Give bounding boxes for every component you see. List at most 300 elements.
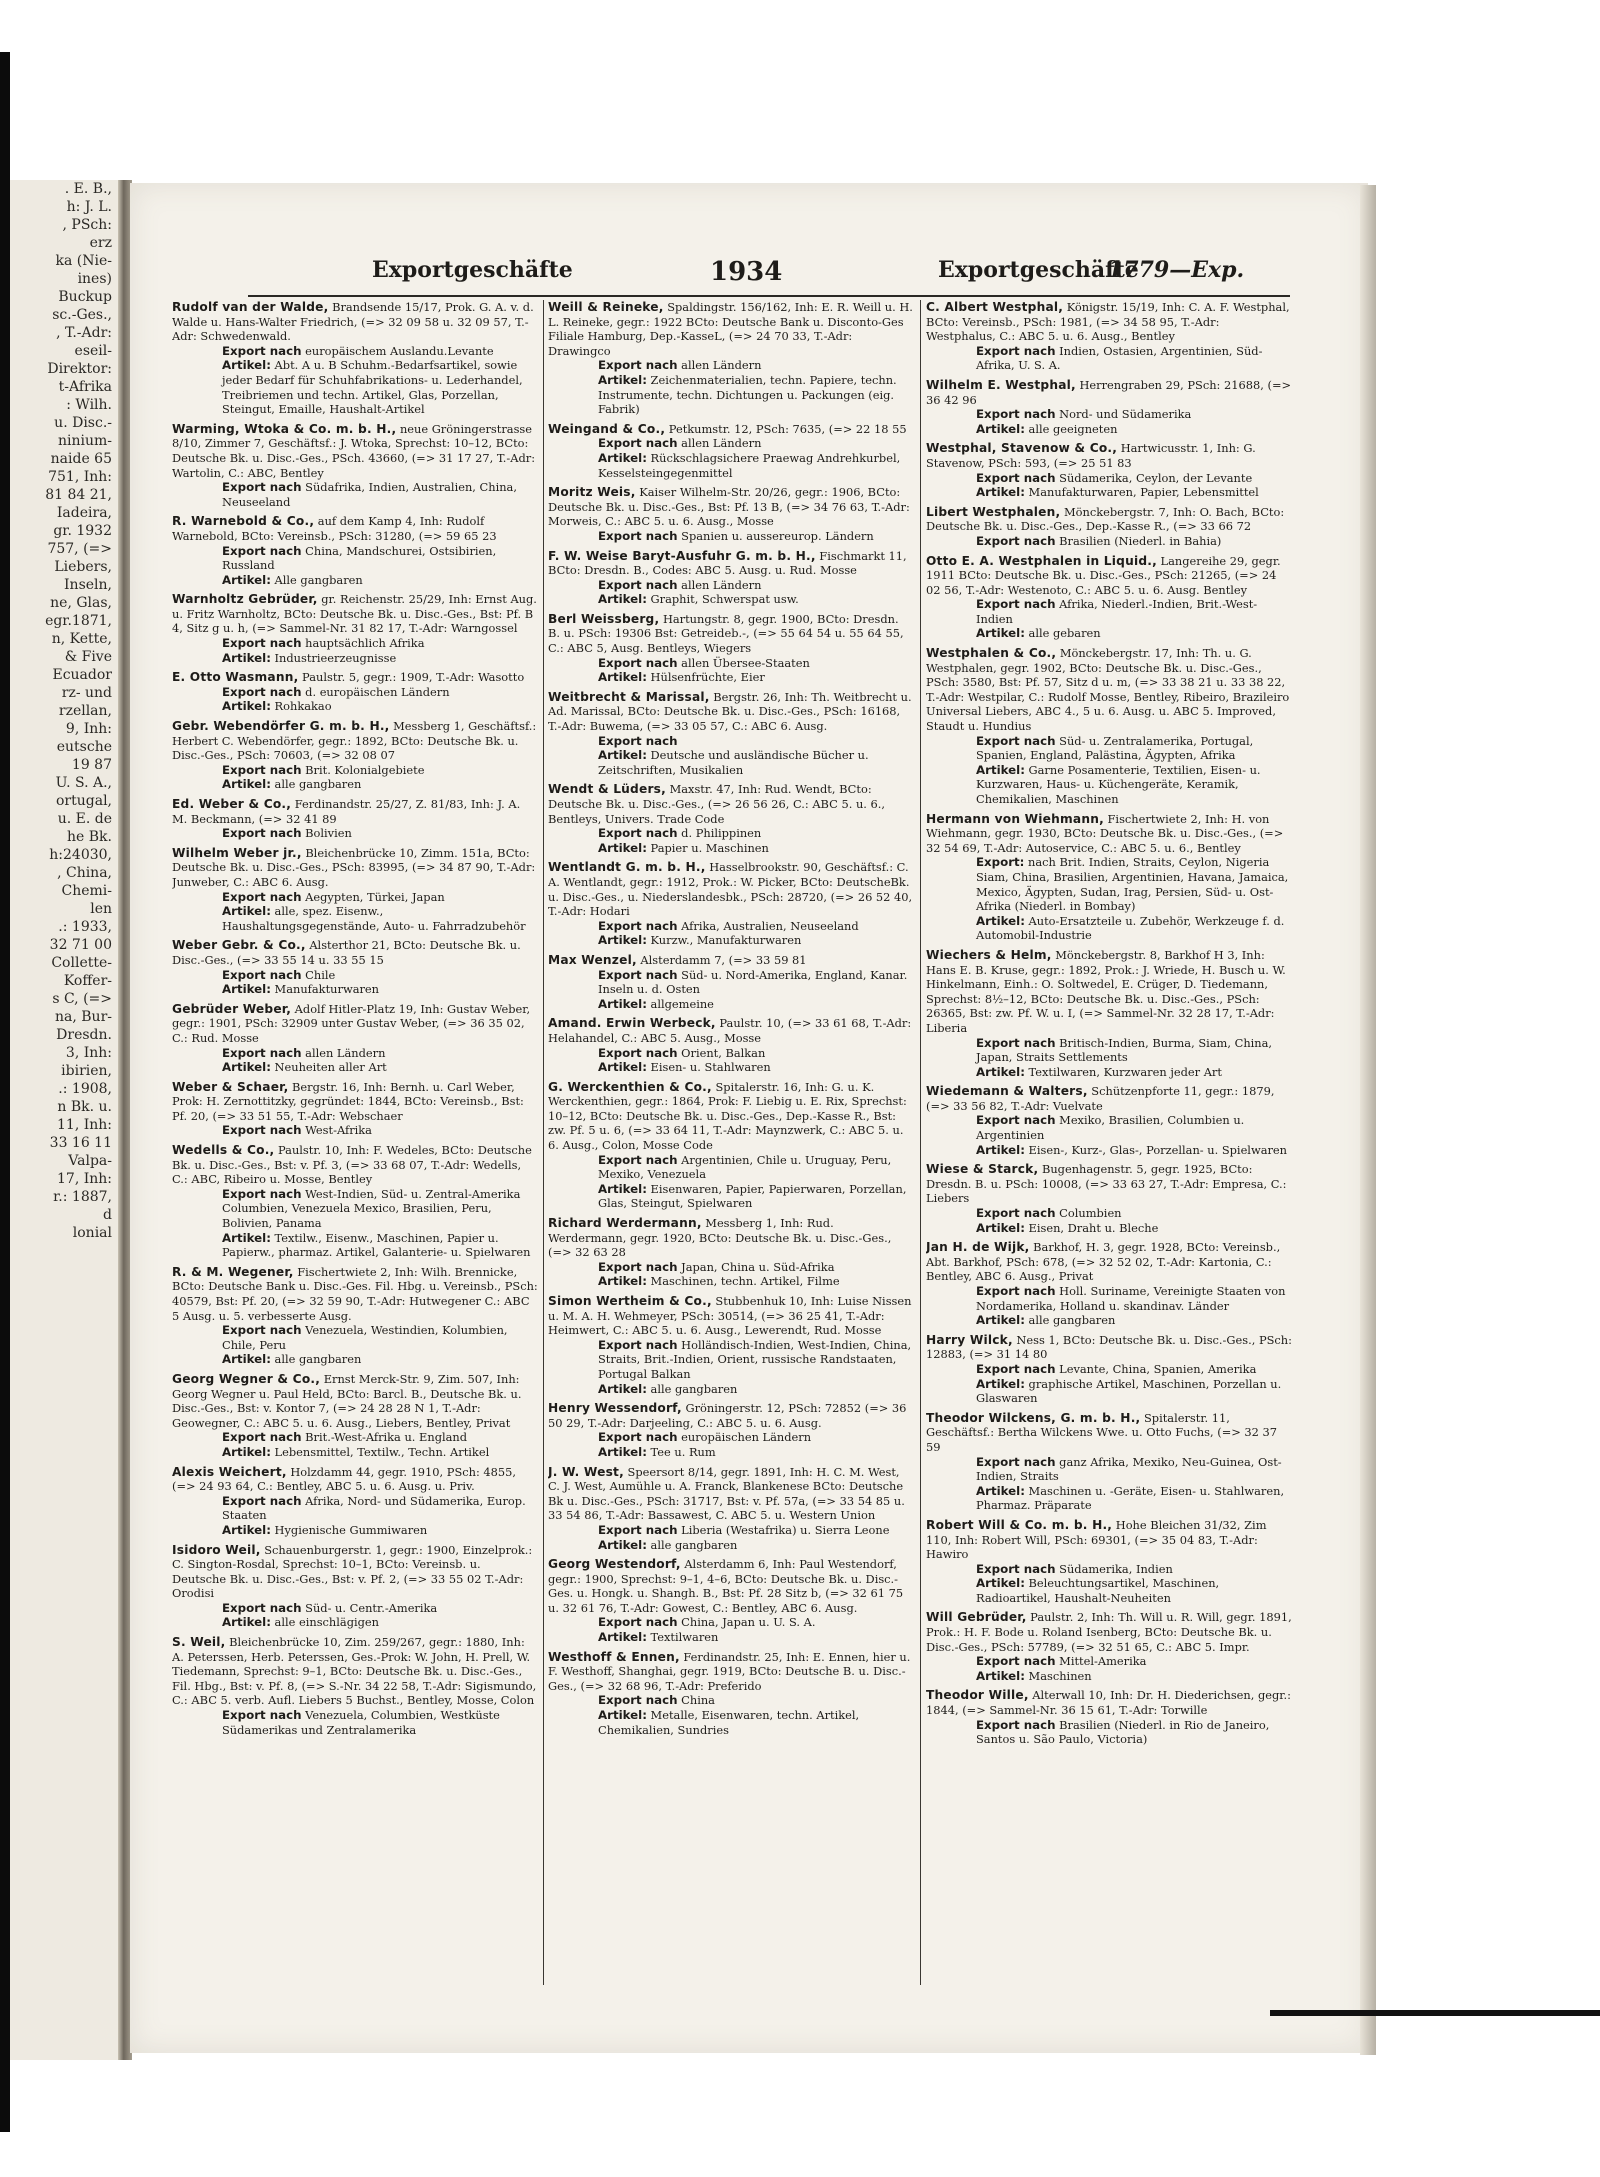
left-page-text-fragment: r.: 1887, bbox=[53, 1189, 112, 1205]
left-page-text-fragment: eseil- bbox=[74, 343, 112, 359]
company-name: F. W. Weise Baryt-Ausfuhr G. m. b. H., bbox=[548, 548, 816, 563]
left-page-fragment bbox=[10, 180, 120, 2060]
company-name: R. & M. Wegener, bbox=[172, 1264, 294, 1279]
company-details: Paulstr. 5, gegr.: 1909, T.-Adr: Wasotto bbox=[302, 670, 525, 685]
company-name: Wedells & Co., bbox=[172, 1143, 275, 1158]
company-details: Mönckebergstr. 7, Inh: O. Bach, BCto: Deutsche Bk. u. Disc.-Ges., Dep.-Kasse R., (=> 33 66 72 bbox=[926, 504, 1285, 534]
detail-label: Export nach bbox=[222, 762, 302, 777]
entry-detail-line bbox=[976, 344, 1292, 373]
entry-detail-line bbox=[598, 578, 914, 593]
left-page-text-fragment: 3, Inh: bbox=[65, 1045, 112, 1061]
company-name: Libert Westphalen, bbox=[926, 504, 1061, 519]
detail-value: nach Brit. Indien, Straits, Ceylon, Nigeria Siam, China, Brasilien, Argentinien, Havana, Jamaica, Mexico, Ägypten, Sudan, Irag, Persien, Süd- u. Ost-Afrika (Niederl. in Bombay) bbox=[976, 855, 1289, 914]
detail-label: Export nach bbox=[598, 1693, 678, 1708]
left-page-text-fragment: ines) bbox=[77, 271, 112, 287]
directory-entry bbox=[548, 300, 914, 417]
detail-value: Deutsche und ausländische Bücher u. Zeitschriften, Musikalien bbox=[598, 748, 869, 777]
company-name: Georg Westendorf, bbox=[548, 1557, 681, 1572]
detail-label: Artikel: bbox=[976, 762, 1025, 777]
company-details: auf dem Kamp 4, Inh: Rudolf Warnebold, BCto: Vereinsb., PSch: 31280, (=> 59 65 23 bbox=[172, 514, 497, 543]
detail-label: Export nach bbox=[598, 826, 678, 841]
entry-detail-line bbox=[976, 1484, 1292, 1513]
detail-value: alle gangbaren bbox=[650, 1537, 738, 1552]
company-details: Messberg 1, Geschäftsf.: Herbert C. Webendörfer, gegr.: 1892, BCto: Deutsche Bk. u. Disc.-Ges., PSch: 70603, (=> 32 08 07 bbox=[172, 719, 537, 763]
directory-entry bbox=[172, 592, 538, 665]
company-details: Alsterdamm 6, Inh: Paul Westendorf, gegr.: 1900, Sprechst: 9–1, 4–6, BCto: Deutsche Bk. u. Disc.-Ges. u. Hongk. u. Shangh. B., Bst: Pf. 28 Sitz b, (=> 32 61 75 u. 32 61 76, T.-Adr: Gowest, C.: Bentley, ABC 6. Ausg. bbox=[548, 1557, 904, 1615]
company-name: Gebr. Webendörfer G. m. b. H., bbox=[172, 719, 390, 734]
left-page-text-fragment: 751, Inh: bbox=[48, 469, 112, 485]
detail-value: Brasilien (Niederl. in Rio de Janeiro, Santos u. São Paulo, Victoria) bbox=[976, 1717, 1270, 1747]
entry-detail-line bbox=[222, 1046, 538, 1061]
left-page-text-fragment: Valpa- bbox=[68, 1153, 112, 1169]
detail-value: Südafrika, Indien, Australien, China, Neuseeland bbox=[222, 480, 517, 509]
detail-label: Export nach bbox=[222, 543, 302, 558]
directory-entry bbox=[548, 1401, 914, 1459]
company-details: Bergstr. 26, Inh: Th. Weitbrecht u. Ad. Marissal, BCto: Deutsche Bk. u. Disc.-Ges., PSch: 16168, T.-Adr: Buwema, (=> 33 05 57, C.: ABC 6. Ausg. bbox=[548, 689, 912, 734]
company-details: Bleichenbrücke 10, Zimm. 151a, BCto: Deutsche Bk. u. Disc.-Ges., PSch: 83995, (=> 34 87 90, T.-Adr: Junweber, C.: ABC 6. Ausg. bbox=[172, 845, 536, 889]
company-details: Hasselbrookstr. 90, Geschäftsf.: C. A. Wentlandt, gegr.: 1912, Prok.: W. Picker, BCto: DeutscheBk. u. Disc.-Ges., u. Niederslandesbk., PSch: 28720, (=> 26 52 40, T.-Adr: Hodari bbox=[548, 860, 913, 919]
company-name: S. Weil, bbox=[172, 1635, 226, 1650]
company-name: Westhoff & Ennen, bbox=[548, 1649, 680, 1664]
company-details: Schützenpforte 11, gegr.: 1879, (=> 33 56 82, T.-Adr: Vuelvate bbox=[926, 1084, 1275, 1113]
header-left-title: Exportgeschäfte bbox=[372, 257, 573, 283]
directory-entry bbox=[926, 554, 1292, 642]
company-name: C. Albert Westphal, bbox=[926, 300, 1064, 314]
directory-entry bbox=[172, 1372, 538, 1460]
left-page-text-fragment: lonial bbox=[72, 1225, 112, 1241]
detail-label: Export nach bbox=[222, 826, 302, 841]
left-page-text-fragment: 19 87 bbox=[71, 757, 112, 773]
entry-detail-line bbox=[598, 1445, 914, 1460]
detail-value: alle gangbaren bbox=[274, 1352, 362, 1367]
detail-value: Lebensmittel, Textilw., Techn. Artikel bbox=[274, 1444, 490, 1459]
detail-label: Export nach bbox=[598, 1259, 678, 1274]
detail-value: Auto-Ersatzteile u. Zubehör, Werkzeuge f. d. Automobil-Industrie bbox=[976, 913, 1285, 943]
directory-entry bbox=[548, 549, 914, 607]
detail-value: Tee u. Rum bbox=[650, 1444, 716, 1459]
entry-detail-line bbox=[976, 734, 1292, 763]
directory-entry bbox=[926, 812, 1292, 943]
detail-value: Süd- u. Nord-Amerika, England, Kanar. Inseln u. d. Osten bbox=[598, 967, 908, 997]
left-page-text-fragment: , T.-Adr: bbox=[56, 325, 112, 341]
entry-detail-line bbox=[598, 1382, 914, 1397]
entry-detail-line bbox=[222, 685, 538, 700]
detail-value: Papier u. Maschinen bbox=[650, 840, 769, 855]
directory-entry bbox=[172, 1465, 538, 1538]
detail-label: Artikel: bbox=[598, 1274, 647, 1289]
detail-label: Artikel: bbox=[976, 1220, 1025, 1235]
left-page-text-fragment: ninium- bbox=[57, 433, 112, 449]
header-year: 1934 bbox=[710, 257, 783, 287]
detail-value: Hülsenfrüchte, Eier bbox=[650, 670, 765, 685]
company-name: Theodor Wille, bbox=[926, 1688, 1029, 1703]
directory-entry bbox=[926, 1084, 1292, 1157]
entry-detail-line bbox=[598, 919, 914, 934]
directory-entry bbox=[548, 1216, 914, 1289]
entry-detail-line bbox=[222, 1352, 538, 1367]
company-name: E. Otto Wasmann, bbox=[172, 670, 299, 685]
detail-label: Export nach bbox=[222, 684, 302, 699]
company-name: Wendt & Lüders, bbox=[548, 782, 666, 797]
detail-value: Textilwaren bbox=[650, 1630, 719, 1645]
company-details: Hartwicusstr. 1, Inh: G. Stavenow, PSch: 593, (=> 25 51 83 bbox=[926, 441, 1256, 470]
entry-detail-line bbox=[598, 968, 914, 997]
company-name: Otto E. A. Westphalen in Liquid., bbox=[926, 553, 1157, 568]
left-page-text-fragment: na, Bur- bbox=[55, 1009, 112, 1025]
detail-value: Holländisch-Indien, West-Indien, China, Straits, Brit.-Indien, Orient, russische Randstaaten, Portugal Balkan bbox=[598, 1337, 912, 1381]
directory-entry bbox=[548, 1016, 914, 1074]
detail-value: europäischem Auslandu.Levante bbox=[305, 343, 494, 358]
company-details: Messberg 1, Inh: Rud. Werdermann, gegr. 1920, BCto: Deutsche Bk. u. Disc.-Ges., (=> 32 63 28 bbox=[548, 1216, 892, 1260]
detail-value: Hygienische Gummiwaren bbox=[274, 1522, 428, 1537]
detail-value: Columbien bbox=[1059, 1206, 1122, 1221]
entry-detail-line bbox=[598, 748, 914, 777]
company-name: Will Gebrüder, bbox=[926, 1610, 1027, 1625]
directory-entry bbox=[548, 860, 914, 948]
company-name: Theodor Wilckens, G. m. b. H., bbox=[926, 1410, 1141, 1425]
entry-detail-line bbox=[598, 1630, 914, 1645]
left-page-text-fragment: len bbox=[90, 901, 112, 917]
directory-entry bbox=[172, 1002, 538, 1075]
company-name: Gebrüder Weber, bbox=[172, 1001, 292, 1016]
detail-label: Artikel: bbox=[976, 485, 1025, 500]
detail-value: Kurzw., Manufakturwaren bbox=[650, 933, 802, 948]
company-details: Speersort 8/14, gegr. 1891, Inh: H. C. M. West, C. J. West, Aumühle u. A. Franck, Blankenese BCto: Deutsche Bk u. Disc.-Ges., PSch: 31717, Bst: v. Pf. 57a, (=> 33 54 85 u. 33 54 86, T.-Adr: Bassawest, C. ABC 5. u. Western Union bbox=[548, 1464, 905, 1523]
left-page-text-fragment: t-Afrika bbox=[58, 379, 112, 395]
detail-label: Artikel: bbox=[598, 1708, 647, 1723]
directory-entry bbox=[172, 846, 538, 934]
directory-entry bbox=[172, 422, 538, 510]
left-page-text-fragment: , China, bbox=[57, 865, 112, 881]
company-details: neue Gröningerstrasse 8/10, Zimmer 7, Geschäftsf.: J. Wtoka, Sprechst: 10–12, BCto: Deutsche Bk. u. Disc.-Ges., PSch. 43660, (=> 31 17 27, T.-Adr: Wartolin, C.: ABC, Bentley bbox=[172, 421, 536, 480]
entry-detail-line bbox=[976, 471, 1292, 486]
company-details: Ernst Merck-Str. 9, Zim. 507, Inh: Georg Wegner u. Paul Held, BCto: Barcl. B., Deutsche Bk. u. Disc.-Ges., Bst: v. Kontor 7, (=> 24 28 28 N 1, T.-Adr: Geowegner, C.: ABC 5. u. 6. Ausg., Liebers, Bentley, Privat bbox=[172, 1371, 522, 1430]
detail-label: Export nach bbox=[976, 343, 1056, 358]
left-page-text-fragment: & Five bbox=[64, 649, 112, 665]
detail-label: Artikel: bbox=[598, 592, 647, 607]
entry-detail-line bbox=[222, 1615, 538, 1630]
detail-label: Export nach bbox=[598, 436, 678, 451]
company-name: Weill & Reineke, bbox=[548, 300, 664, 314]
company-name: Georg Wegner & Co., bbox=[172, 1371, 321, 1386]
detail-label: Artikel: bbox=[598, 450, 647, 465]
directory-entry bbox=[926, 1333, 1292, 1406]
company-name: Wiedemann & Walters, bbox=[926, 1084, 1088, 1099]
entry-detail-line bbox=[976, 1313, 1292, 1328]
detail-label: Export: bbox=[976, 855, 1025, 870]
left-page-text-fragment: Dresdn. bbox=[56, 1027, 112, 1043]
detail-label: Artikel: bbox=[598, 1381, 647, 1396]
company-details: Herrengraben 29, PSch: 21688, (=> 36 42 96 bbox=[926, 377, 1292, 407]
directory-column-2 bbox=[548, 300, 914, 1990]
directory-entry bbox=[548, 1294, 914, 1396]
company-name: Westphal, Stavenow & Co., bbox=[926, 441, 1118, 456]
detail-label: Artikel: bbox=[222, 1352, 271, 1367]
detail-value: Zeichenmaterialien, techn. Papiere, techn. Instrumente, techn. Dichtungen u. Packungen (eig. Fabrik) bbox=[598, 372, 897, 417]
left-page-text-fragment: .: 1933, bbox=[58, 919, 112, 935]
entry-detail-line bbox=[976, 1654, 1292, 1669]
company-name: Robert Will & Co. m. b. H., bbox=[926, 1517, 1113, 1532]
entry-detail-line bbox=[598, 826, 914, 841]
directory-column-3 bbox=[926, 300, 1292, 1990]
detail-label: Export nach bbox=[598, 1152, 678, 1167]
detail-label: Export nach bbox=[976, 1284, 1056, 1298]
left-page-text-fragment: egr.1871, bbox=[45, 613, 112, 629]
detail-value: allen Ländern bbox=[681, 436, 762, 451]
detail-label: Artikel: bbox=[222, 1230, 271, 1245]
entry-detail-line bbox=[222, 1494, 538, 1523]
company-details: Mönckebergstr. 8, Barkhof H 3, Inh: Hans E. B. Kruse, gegr.: 1892, Prok.: J. Wriede, H. Busch u. W. Hinkelmann, Einh.: O. Soltwedel, E. Crüger, D. Tiedemann, Sprechst: 8½–12, BCto: Deutsche Bk. u. Disc.-Ges., PSch: 26365, Bst: zw. Pf. W. u. I, (=> Sammel-Nr. 32 28 17, T.-Adr: Liberia bbox=[926, 947, 1286, 1035]
detail-label: Artikel: bbox=[222, 1615, 271, 1630]
company-name: Weber Gebr. & Co., bbox=[172, 938, 306, 953]
detail-label: Export nach bbox=[976, 1113, 1056, 1128]
detail-label: Artikel: bbox=[976, 913, 1025, 928]
entry-detail-line bbox=[598, 1338, 914, 1382]
company-name: Henry Wessendorf, bbox=[548, 1401, 682, 1416]
company-details: Spaldingstr. 156/162, Inh: E. R. Weill u. H. L. Reineke, gegr.: 1922 BCto: Deutsche Bank u. Disconto-Ges Filiale Hamburg, Dep.-KasseL, (=> 24 70 33, T.-Adr: Drawingco bbox=[548, 300, 913, 358]
directory-entry bbox=[926, 1240, 1292, 1328]
left-page-text-fragment: ortugal, bbox=[56, 793, 112, 809]
detail-label: Artikel: bbox=[222, 982, 271, 997]
detail-label: Artikel: bbox=[222, 1522, 271, 1537]
detail-value: Holl. Suriname, Vereinigte Staaten von Nordamerika, Holland u. skandinav. Länder bbox=[976, 1284, 1286, 1313]
left-page-text-fragment: u. Disc.- bbox=[54, 415, 112, 431]
directory-entry bbox=[926, 646, 1292, 807]
left-page-text-fragment: 33 16 11 bbox=[49, 1135, 112, 1151]
detail-label: Export nach bbox=[598, 1522, 678, 1537]
detail-value: Rohkakao bbox=[274, 699, 332, 714]
entry-detail-line bbox=[976, 914, 1292, 943]
detail-label: Artikel: bbox=[976, 1483, 1025, 1498]
detail-label: Export nach bbox=[976, 1035, 1056, 1050]
entry-detail-line bbox=[598, 1046, 914, 1061]
detail-value: Venezuela, Columbien, Westküste Südamerikas und Zentralamerika bbox=[222, 1708, 500, 1737]
detail-value: Industrieerzeugnisse bbox=[274, 650, 397, 665]
detail-label: Artikel: bbox=[976, 1376, 1025, 1391]
detail-label: Export nach bbox=[598, 733, 678, 748]
entry-detail-line bbox=[222, 1523, 538, 1538]
entry-detail-line bbox=[598, 997, 914, 1012]
company-details: Holzdamm 44, gegr. 1910, PSch: 4855, (=> 24 93 64, C.: Bentley, ABC 5. u. 6. Ausg. u. Priv. bbox=[172, 1464, 517, 1494]
detail-value: Brasilien (Niederl. in Bahia) bbox=[1059, 533, 1222, 548]
company-name: Berl Weissberg, bbox=[548, 611, 660, 626]
detail-label: Artikel: bbox=[598, 1181, 647, 1196]
detail-label: Export nach bbox=[222, 1708, 302, 1723]
entry-detail-line bbox=[976, 1576, 1292, 1605]
company-name: Westphalen & Co., bbox=[926, 646, 1057, 661]
detail-value: allen Ländern bbox=[305, 1045, 386, 1060]
detail-label: Artikel: bbox=[598, 372, 647, 387]
directory-entry bbox=[926, 505, 1292, 549]
detail-label: Export nach bbox=[222, 967, 302, 982]
left-page-text-fragment: he Bk. bbox=[67, 829, 112, 845]
entry-detail-line bbox=[598, 1693, 914, 1708]
detail-value: allen Übersee-Staaten bbox=[681, 655, 810, 670]
detail-label: Export nach bbox=[222, 1430, 302, 1445]
detail-value: Afrika, Australien, Neuseeland bbox=[681, 918, 859, 933]
detail-label: Export nach bbox=[598, 1615, 678, 1630]
left-page-text-fragment: 757, (=> bbox=[47, 541, 112, 557]
detail-value: China, Mandschurei, Ostsibirien, Russland bbox=[222, 543, 497, 573]
detail-label: Export nach bbox=[976, 1717, 1056, 1732]
company-details: Ferdinandstr. 25/27, Z. 81/83, Inh: J. A. M. Beckmann, (=> 32 41 89 bbox=[172, 797, 521, 826]
detail-value: Brit.-West-Afrika u. England bbox=[305, 1430, 468, 1445]
directory-entry bbox=[926, 1162, 1292, 1235]
entry-detail-line bbox=[976, 855, 1292, 913]
entry-detail-line bbox=[598, 373, 914, 417]
detail-value: Britisch-Indien, Burma, Siam, China, Japan, Straits Settlements bbox=[976, 1035, 1273, 1065]
detail-value: Liberia (Westafrika) u. Sierra Leone bbox=[681, 1522, 890, 1537]
detail-value: allen Ländern bbox=[681, 358, 762, 373]
left-page-text-fragment: sc.-Ges., bbox=[52, 307, 112, 323]
detail-label: Export nach bbox=[598, 577, 678, 592]
detail-label: Artikel: bbox=[598, 1537, 647, 1552]
entry-detail-line bbox=[976, 407, 1292, 422]
company-details: Adolf Hitler-Platz 19, Inh: Gustav Weber, gegr.: 1901, PSch: 32909 unter Gustav Weber, (=> 36 35 02, C.: Rud. Mosse bbox=[172, 1001, 531, 1045]
entry-detail-line bbox=[976, 1284, 1292, 1313]
entry-detail-line bbox=[598, 1538, 914, 1553]
detail-value: Japan, China u. Süd-Afrika bbox=[681, 1259, 835, 1274]
directory-entry bbox=[548, 1465, 914, 1553]
detail-label: Artikel: bbox=[598, 996, 647, 1011]
detail-value: Argentinien, Chile u. Uruguay, Peru, Mexiko, Venezuela bbox=[598, 1152, 892, 1182]
company-details: Hartungstr. 8, gegr. 1900, BCto: Dresdn. B. u. PSch: 19306 Bst: Getreideb.-, (=> 55 64 54 u. 55 64 55, C.: ABC 5, Ausg. Bentleys, Wiegers bbox=[548, 611, 904, 656]
left-page-text-fragment: Koffer- bbox=[63, 973, 112, 989]
entry-detail-line bbox=[222, 344, 538, 359]
directory-entry bbox=[172, 514, 538, 587]
left-page-text-fragment: h:24030, bbox=[49, 847, 112, 863]
company-name: Wiechers & Helm, bbox=[926, 947, 1052, 962]
entry-detail-line bbox=[222, 636, 538, 651]
entry-detail-line bbox=[598, 933, 914, 948]
detail-value: Levante, China, Spanien, Amerika bbox=[1059, 1361, 1257, 1376]
detail-label: Artikel: bbox=[222, 699, 271, 714]
company-details: Fischertwiete 2, Inh: Wilh. Brennicke, BCto: Deutsche Bank u. Disc.-Ges. Fil. Hbg. u. Vereinsb., PSch: 40579, Bst: Pf. 20, (=> 32 59 90, T.-Adr: Hutwegener C.: ABC 5 Ausg. u. 5. verbesserte Ausg. bbox=[172, 1264, 538, 1323]
company-name: Jan H. de Wijk, bbox=[926, 1240, 1030, 1255]
left-page-text-fragment: Iadeira, bbox=[56, 505, 112, 521]
detail-value: allen Ländern bbox=[681, 577, 762, 592]
detail-value: Alle gangbaren bbox=[274, 572, 363, 587]
left-page-text-fragment: , PSch: bbox=[62, 217, 112, 233]
left-page-text-fragment: . E. B., bbox=[64, 181, 112, 197]
detail-label: Export nach bbox=[598, 1045, 678, 1060]
detail-label: Artikel: bbox=[598, 933, 647, 948]
entry-detail-line bbox=[222, 1123, 538, 1138]
entry-detail-line bbox=[976, 1455, 1292, 1484]
left-page-text-fragment: ka (Nie- bbox=[55, 253, 112, 269]
company-details: Petkumstr. 12, PSch: 7635, (=> 22 18 55 bbox=[668, 421, 907, 436]
detail-label: Artikel: bbox=[598, 1444, 647, 1459]
company-details: Ness 1, BCto: Deutsche Bk. u. Disc.-Ges., PSch: 12883, (=> 31 14 80 bbox=[926, 1332, 1292, 1362]
column-divider bbox=[543, 300, 544, 1985]
detail-value: Bolivien bbox=[305, 826, 352, 841]
detail-value: Süd- u. Centr.-Amerika bbox=[305, 1600, 438, 1615]
company-details: Alterwall 10, Inh: Dr. H. Diederichsen, gegr.: 1844, (=> Sammel-Nr. 36 15 61, T.-Adr: Torwille bbox=[926, 1688, 1291, 1718]
entry-detail-line bbox=[222, 904, 538, 933]
entry-detail-line bbox=[976, 1143, 1292, 1158]
company-details: Paulstr. 10, (=> 33 61 68, T.-Adr: Helahandel, C.: ABC 5. Ausg., Mosse bbox=[548, 1016, 912, 1045]
entry-detail-line bbox=[222, 968, 538, 983]
detail-label: Export nach bbox=[976, 533, 1056, 548]
left-page-text-fragment: erz bbox=[89, 235, 112, 251]
left-page-text-fragment: s C, (=> bbox=[52, 991, 112, 1007]
directory-entry bbox=[548, 485, 914, 543]
entry-detail-line bbox=[598, 656, 914, 671]
directory-entry bbox=[548, 953, 914, 1011]
entry-detail-line bbox=[976, 1562, 1292, 1577]
detail-label: Artikel: bbox=[976, 1668, 1025, 1683]
detail-value: Maschinen, techn. Artikel, Filme bbox=[650, 1274, 840, 1289]
left-page-text-fragment: : Wilh. bbox=[66, 397, 112, 413]
detail-value: West-Indien, Süd- u. Zentral-Amerika Columbien, Venezuela Mexico, Brasilien, Peru, Bolivien, Panama bbox=[222, 1186, 521, 1231]
company-details: Schauenburgerstr. 1, gegr.: 1900, Einzelprok.: C. Sington-Rosdal, Sprechst: 10–1, BCto: Vereinsb. u. Deutsche Bk. u. Disc.-Ges., Bst: v. Pf. 2, (=> 33 55 02 T.-Adr: Orodisi bbox=[172, 1542, 533, 1601]
entry-detail-line bbox=[222, 699, 538, 714]
company-name: Simon Wertheim & Co., bbox=[548, 1294, 712, 1308]
scan-footer-bar bbox=[1270, 2010, 1600, 2016]
entry-detail-line bbox=[222, 651, 538, 666]
running-header bbox=[248, 255, 1290, 297]
directory-entry bbox=[172, 797, 538, 841]
directory-entry bbox=[926, 300, 1292, 373]
left-page-text-fragment: 32 71 00 bbox=[49, 937, 112, 953]
company-details: Fischmarkt 11, BCto: Dresdn. B., Codes: ABC 5. Ausg. u. Rud. Mosse bbox=[548, 548, 907, 578]
left-page-text-fragment: 81 84 21, bbox=[45, 487, 112, 503]
detail-label: Export nach bbox=[976, 470, 1056, 485]
detail-label: Artikel: bbox=[222, 1060, 271, 1075]
detail-label: Export nach bbox=[598, 1430, 678, 1445]
left-page-text-fragment: Liebers, bbox=[54, 559, 112, 575]
directory-entry bbox=[548, 1557, 914, 1645]
detail-value: Venezuela, Westindien, Kolumbien, Chile, Peru bbox=[222, 1323, 508, 1352]
detail-label: Artikel: bbox=[222, 1444, 271, 1459]
entry-detail-line bbox=[222, 1708, 538, 1737]
column-divider bbox=[920, 300, 921, 1985]
left-page-text-fragment: Collette- bbox=[51, 955, 112, 971]
entry-detail-line bbox=[222, 1187, 538, 1231]
detail-value: Abt. A u. B Schuhm.-Bedarfsartikel, sowie jeder Bedarf für Schuhfabrikations- u. Lederhandel, Treibriemen und techn. Artikel, Glas, Porzellan, Steingut, Emaille, Haushalt-Artikel bbox=[222, 358, 523, 417]
detail-value: Metalle, Eisenwaren, techn. Artikel, Chemikalien, Sundries bbox=[598, 1708, 860, 1737]
company-name: Rudolf van der Walde, bbox=[172, 300, 329, 314]
detail-label: Artikel: bbox=[598, 1060, 647, 1075]
entry-detail-line bbox=[976, 1362, 1292, 1377]
detail-label: Export nach bbox=[222, 343, 302, 358]
entry-detail-line bbox=[976, 1377, 1292, 1406]
company-name: Wilhelm E. Westphal, bbox=[926, 377, 1076, 392]
company-name: Wiese & Starck, bbox=[926, 1162, 1039, 1177]
detail-value: Manufakturwaren, Papier, Lebensmittel bbox=[1028, 485, 1259, 500]
directory-entry bbox=[926, 378, 1292, 436]
detail-label: Export nach bbox=[976, 733, 1056, 748]
directory-entry bbox=[172, 1635, 538, 1737]
detail-label: Artikel: bbox=[976, 1576, 1025, 1591]
left-page-text-fragment: 9, Inh: bbox=[65, 721, 112, 737]
directory-entry bbox=[926, 441, 1292, 499]
entry-detail-line bbox=[222, 1445, 538, 1460]
detail-value: Nord- und Südamerika bbox=[1059, 407, 1192, 422]
detail-value: Südamerika, Indien bbox=[1059, 1561, 1173, 1576]
detail-value: alle gangbaren bbox=[1028, 1313, 1116, 1328]
directory-entry bbox=[548, 422, 914, 480]
detail-label: Artikel: bbox=[976, 1064, 1025, 1079]
entry-detail-line bbox=[598, 1153, 914, 1182]
left-page-text-fragment: 17, Inh: bbox=[57, 1171, 112, 1187]
detail-value: Eisenwaren, Papier, Papierwaren, Porzellan, Glas, Steingut, Spielwaren bbox=[598, 1181, 907, 1211]
entry-detail-line bbox=[222, 982, 538, 997]
detail-value: Textilwaren, Kurzwaren jeder Art bbox=[1028, 1064, 1222, 1079]
detail-label: Artikel: bbox=[976, 1313, 1025, 1328]
company-name: Richard Werdermann, bbox=[548, 1216, 702, 1231]
company-name: Moritz Weis, bbox=[548, 485, 636, 500]
